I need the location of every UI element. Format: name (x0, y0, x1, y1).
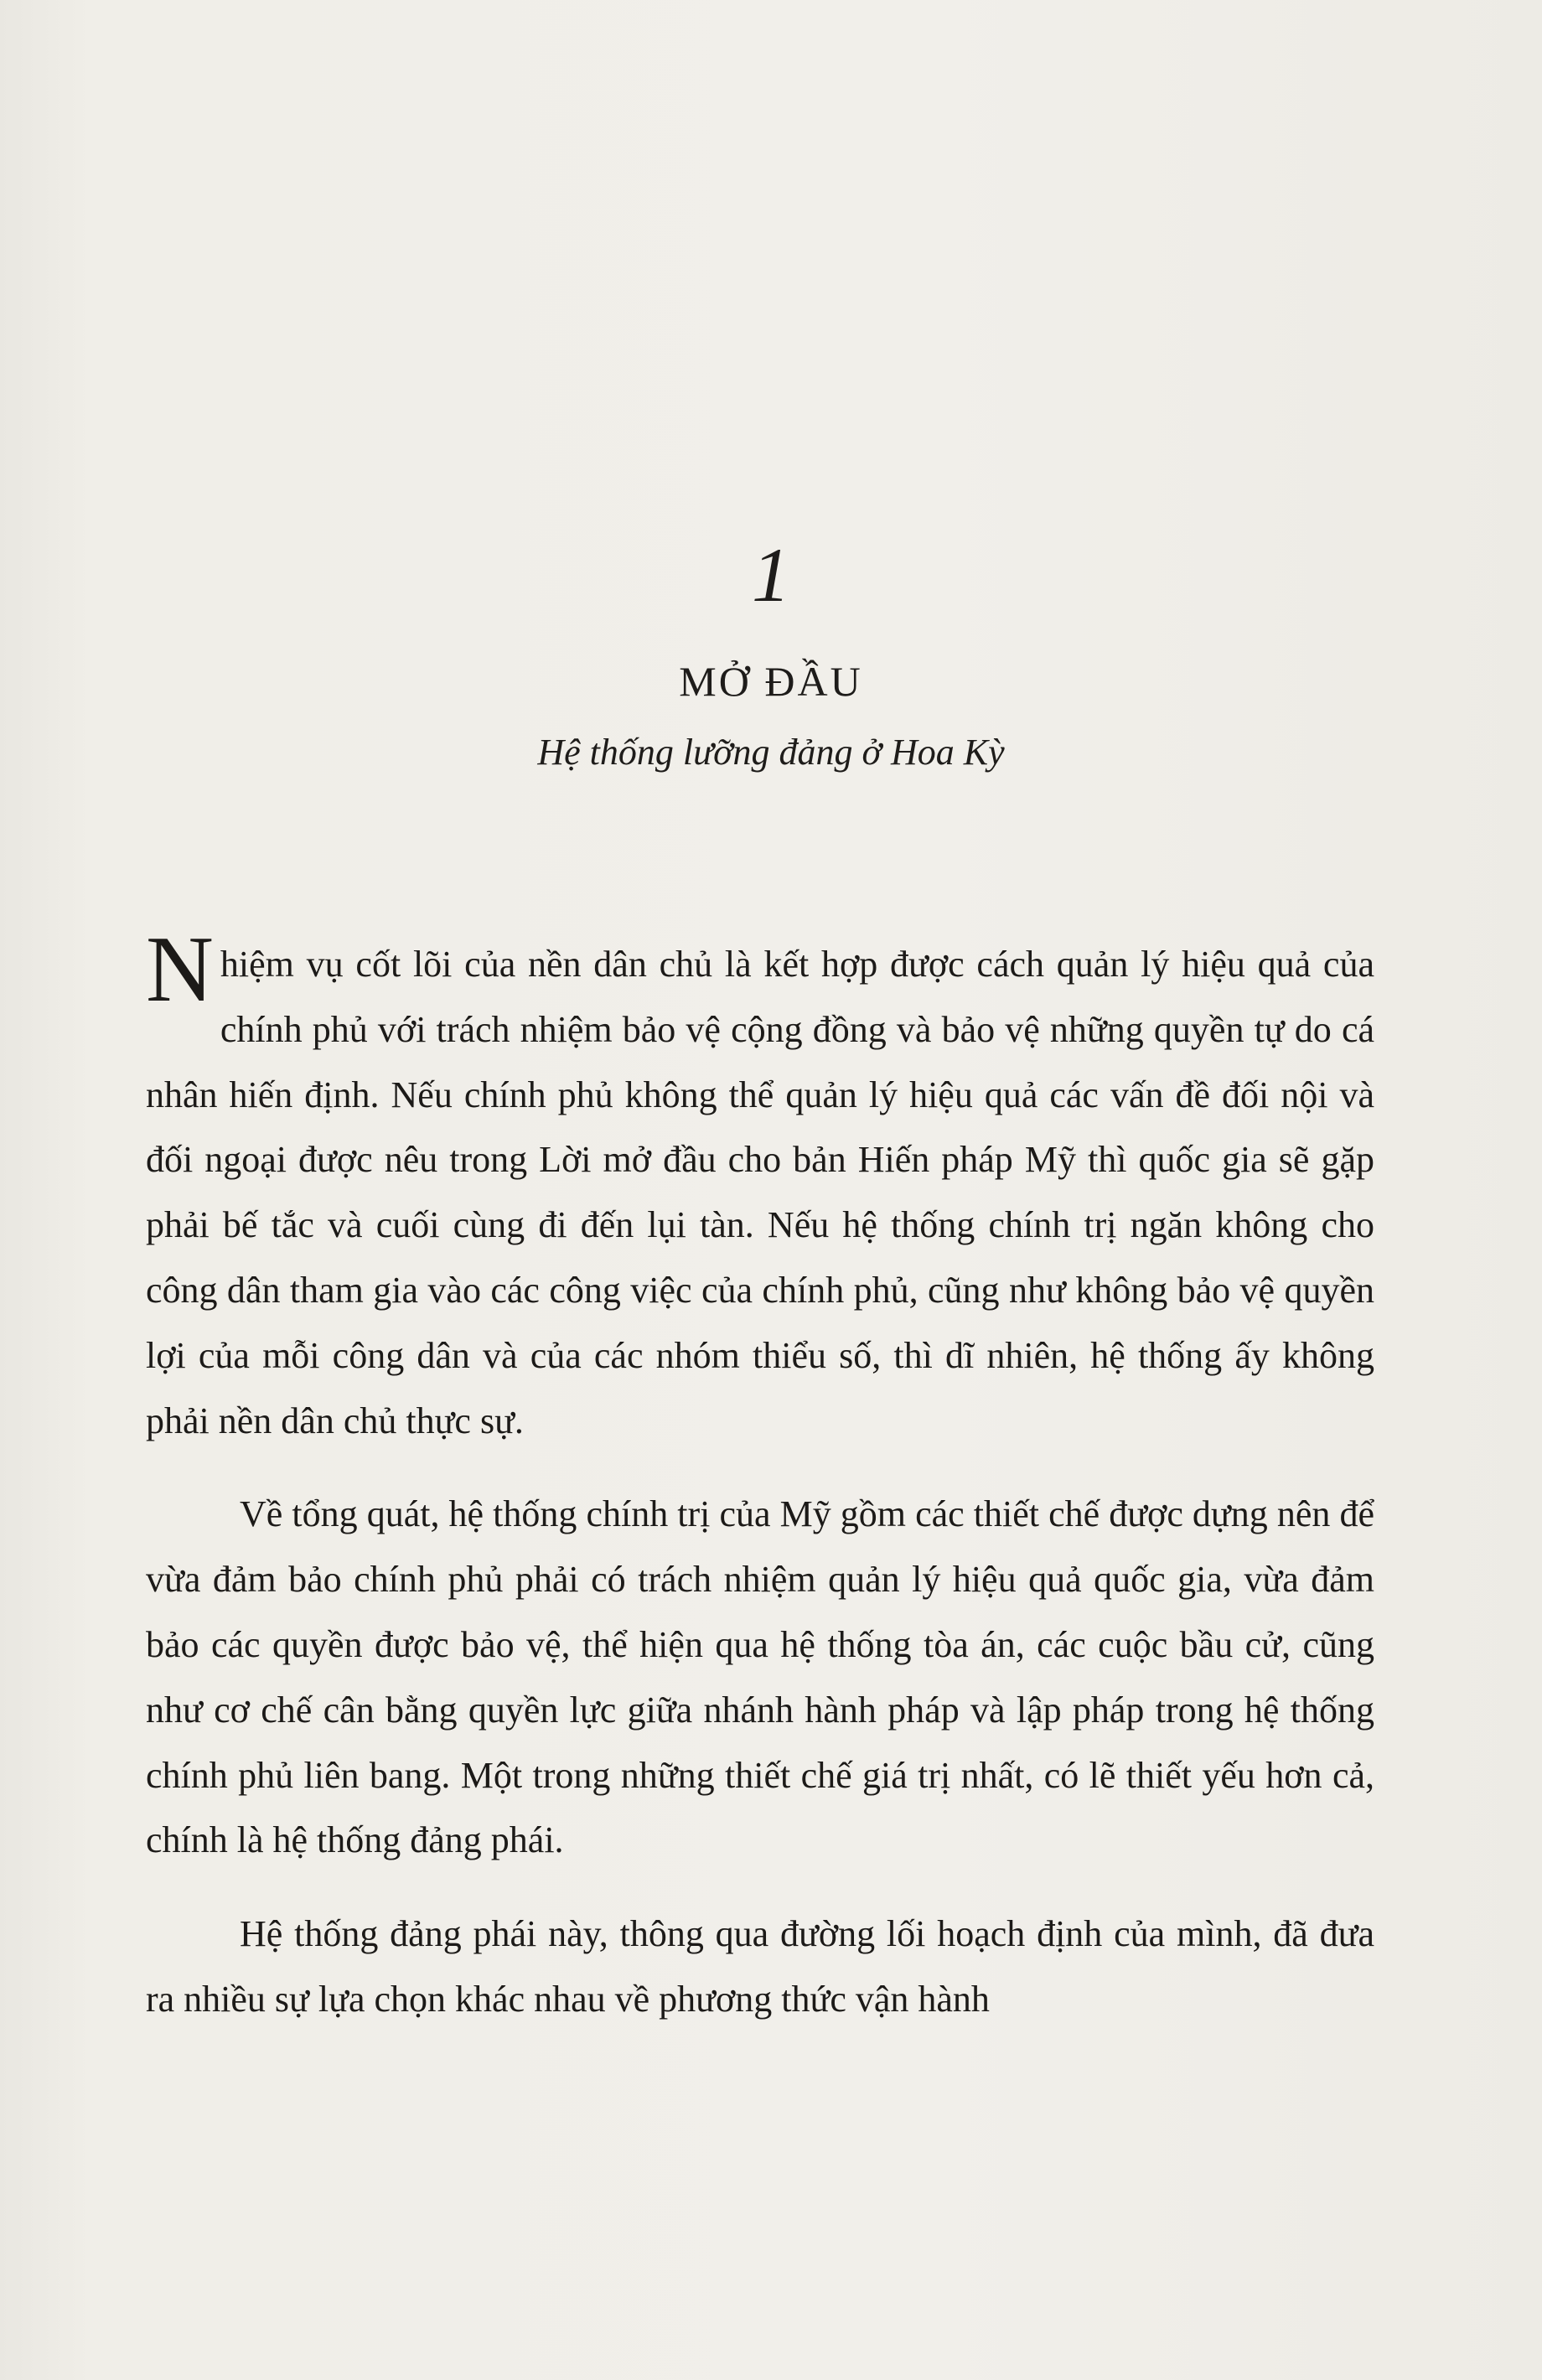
chapter-body (146, 918, 1374, 2061)
chapter-title: MỞ ĐẦU (679, 658, 863, 705)
chapter-subtitle: Hệ thống lưỡng đảng ở Hoa Kỳ (537, 732, 1005, 773)
chapter-number: 1 (752, 532, 790, 618)
paragraph-2: Về tổng quát, hệ thống chính trị của Mỹ gồm các thiết chế được dựng nên để vừa đảm bảo chính phủ phải có trách nhiệm quản lý hiệu quả quốc gia, vừa đảm bảo các quyền được bảo vệ, thể hiện qua hệ thống tòa án, các cuộc bầu cử, cũng như cơ chế cân bằng quyền lực giữa nhánh hành pháp và lập pháp trong hệ thống chính phủ liên bang. Một trong những thiết chế giá trị nhất, có lẽ thiết yếu hơn cả, chính là hệ thống đảng phái. (146, 1493, 1374, 1861)
paragraph-3: Hệ thống đảng phái này, thông qua đường lối hoạch định của mình, đã đưa ra nhiều sự lựa chọn khác nhau về phương thức vận hành (146, 1913, 1374, 2020)
paragraph-1-text: hiệm vụ cốt lõi của nền dân chủ là kết hợp được cách quản lý hiệu quả của chính phủ với trách nhiệm bảo vệ cộng đồng và bảo vệ những quyền tự do cá nhân hiến định. Nếu chính phủ không thể quản lý hiệu quả các vấn đề đối nội và đối ngoại được nêu trong Lời mở đầu cho bản Hiến pháp Mỹ thì quốc gia sẽ gặp phải bế tắc và cuối cùng đi đến lụi tàn. Nếu hệ thống chính trị ngăn không cho công dân tham gia vào các công việc của chính phủ, cũng như không bảo vệ quyền lợi của mỗi công dân và của các nhóm thiểu số, thì dĩ nhiên, hệ thống ấy không phải nền dân chủ thực sự. (146, 944, 1374, 1441)
drop-cap: N (146, 918, 214, 1022)
paragraph-1 (146, 918, 1374, 1453)
